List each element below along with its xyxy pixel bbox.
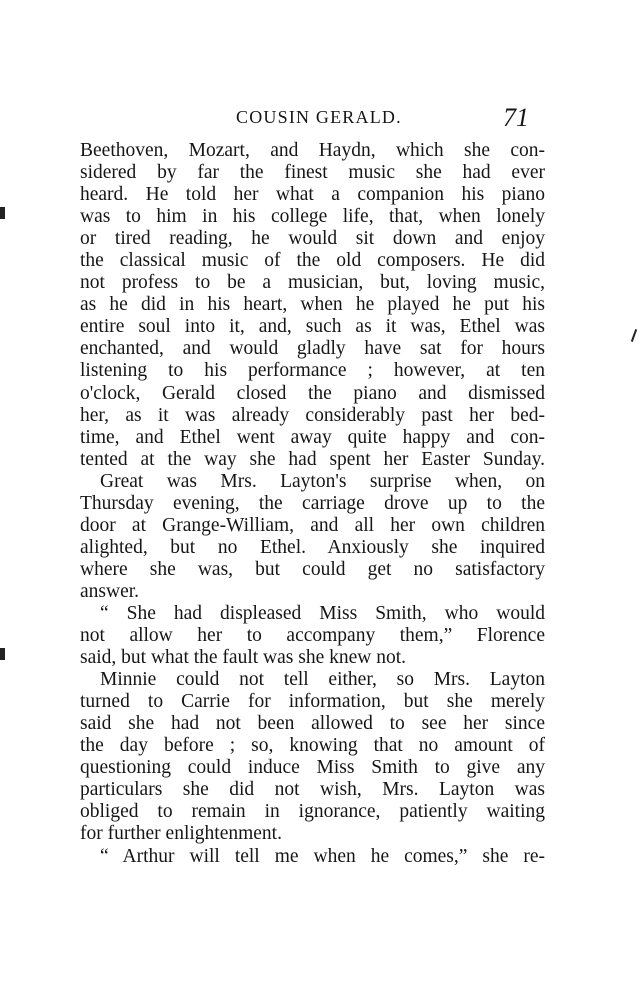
text-line: not profess to be a musician, but, loving music, [80, 272, 545, 294]
text-line: Minnie could not tell either, so Mrs. Layton [100, 669, 545, 691]
text-line: Great was Mrs. Layton's surprise when, on [100, 470, 545, 492]
text-line: obliged to remain in ignorance, patiently waiting [80, 801, 545, 823]
text-line: or tired reading, he would sit down and enjoy [80, 228, 545, 250]
text-line: particulars she did not wish, Mrs. Layton was [80, 779, 545, 801]
text-line: door at Grange-William, and all her own children [80, 514, 545, 536]
running-header [0, 103, 639, 133]
text-line: said she had not been allowed to see her since [80, 713, 545, 735]
text-line: turned to Carrie for information, but she merely [80, 691, 545, 713]
text-line: “ Arthur will tell me when he comes,” she re- [100, 845, 545, 867]
page-number: 71 [503, 103, 529, 132]
text-line: Thursday evening, the carriage drove up to the [80, 492, 545, 514]
text-line: the classical music of the old composers. He did [80, 250, 545, 272]
text-line: not allow her to accompany them,” Florence [80, 625, 545, 647]
text-line: o'clock, Gerald closed the piano and dismissed [80, 382, 545, 404]
text-line: answer. [80, 580, 140, 602]
body-text [80, 140, 545, 868]
text-line: questioning could induce Miss Smith to give any [80, 757, 545, 779]
text-line: time, and Ethel went away quite happy and con- [80, 426, 545, 448]
margin-mark [0, 648, 5, 660]
text-line: Beethoven, Mozart, and Haydn, which she con- [80, 140, 545, 161]
text-line: as he did in his heart, when he played he put his [80, 294, 545, 316]
text-line: where she was, but could get no satisfactory [80, 558, 545, 580]
text-line: said, but what the fault was she knew not. [80, 647, 407, 669]
margin-mark [0, 207, 5, 219]
text-line: her, as it was already considerably past her bed- [80, 404, 545, 426]
text-line: the day before ; so, knowing that no amount of [80, 735, 545, 757]
text-line: alighted, but no Ethel. Anxiously she inquired [80, 536, 545, 558]
text-line: for further enlightenment. [80, 823, 282, 845]
text-line: entire soul into it, and, such as it was, Ethel was [80, 316, 545, 338]
running-title: COUSIN GERALD. [236, 107, 402, 127]
text-line: heard. He told her what a companion his piano [80, 184, 545, 206]
text-line: sidered by far the finest music she had ever [80, 162, 545, 184]
text-line: listening to his performance ; however, at ten [80, 360, 545, 382]
text-line: tented at the way she had spent her Easter Sunday. [80, 448, 545, 470]
text-line: “ She had displeased Miss Smith, who would [100, 602, 545, 624]
text-line: was to him in his college life, that, when lonely [80, 206, 545, 228]
text-line: enchanted, and would gladly have sat for hours [80, 338, 545, 360]
margin-mark [631, 329, 637, 342]
